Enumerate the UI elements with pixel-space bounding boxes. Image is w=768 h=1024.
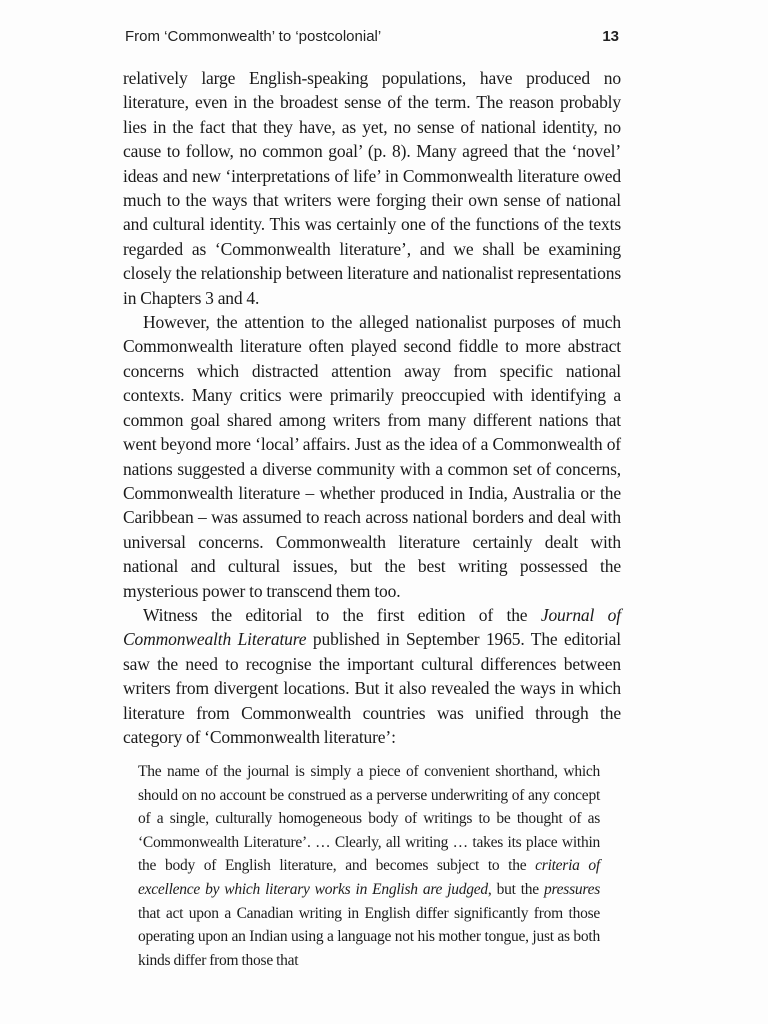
running-head bbox=[125, 28, 619, 50]
quote-italic: criteria of excellence by which literary works in English are judged bbox=[138, 857, 600, 898]
paragraph-text: published in September 1965. The editorial saw the need to recognise the important cultural differences between writers from divergent locations. But it also revealed the ways in which literature from Commonwealth countries was unified through the category of ‘Commonwealth literature’: bbox=[123, 629, 622, 747]
paragraph-continued: relatively large English-speaking populations, have produced no literature, even in the broadest sense of the term. The reason probably lies in the fact that they have, as yet, no sense of national identity, no cause to follow, no common goal’ (p. 8). Many agreed that the ‘novel’ ideas and new ‘interpretations of life’ in Commonwealth literature owed much to the ways that writers were forging their own sense of national and cultural identity. This was certainly one of the functions of the texts regarded as ‘Commonwealth literature’, and we shall be examining closely the relationship between literature and nationalist representations in Chapters 3 and 4. bbox=[123, 68, 621, 308]
quote-segment: that act upon a Canadian writing in English differ significantly from those operating upon an Indian using a language not his mother tongue, just as both kinds differ from those that bbox=[138, 904, 600, 969]
quote-text bbox=[138, 760, 600, 972]
block-quote bbox=[138, 760, 600, 972]
journal-title: Journal of Commonwealth Literature bbox=[123, 604, 621, 650]
chapter-title: From ‘Commonwealth’ to ‘postcolonial’ bbox=[125, 28, 382, 45]
body-text bbox=[123, 66, 621, 749]
page-number: 13 bbox=[602, 28, 619, 45]
paragraph-text: Witness the editorial to the first edition of the bbox=[143, 604, 541, 625]
quote-italic: pressures bbox=[543, 880, 600, 898]
quote-segment: The name of the journal is simply a piece of convenient shorthand, which should on no account be construed as a perverse underwriting of any concept of a single, culturally homogeneous body of writings to be thought of as ‘Commonwealth Literature’. … Clearly, all writing … takes its place within the body of English literature, and becomes subject to the bbox=[138, 763, 600, 875]
paragraph-however: However, the attention to the alleged nationalist purposes of much Commonwealth literature often played second fiddle to more abstract concerns which distracted attention away from specific national contexts. Many critics were primarily preoccupied with identifying a common goal shared among writers from many different nations that went beyond more ‘local’ affairs. Just as the idea of a Commonwealth of nations suggested a diverse community with a common set of concerns, Commonwealth literature – whether produced in India, Australia or the Caribbean – was assumed to reach across national borders and deal with universal concerns. Commonwealth literature certainly dealt with national and cultural issues, but the best writing possessed the mysterious power to transcend them too. bbox=[123, 312, 621, 601]
paragraph-witness bbox=[123, 603, 621, 749]
quote-segment: , but the bbox=[487, 880, 544, 898]
